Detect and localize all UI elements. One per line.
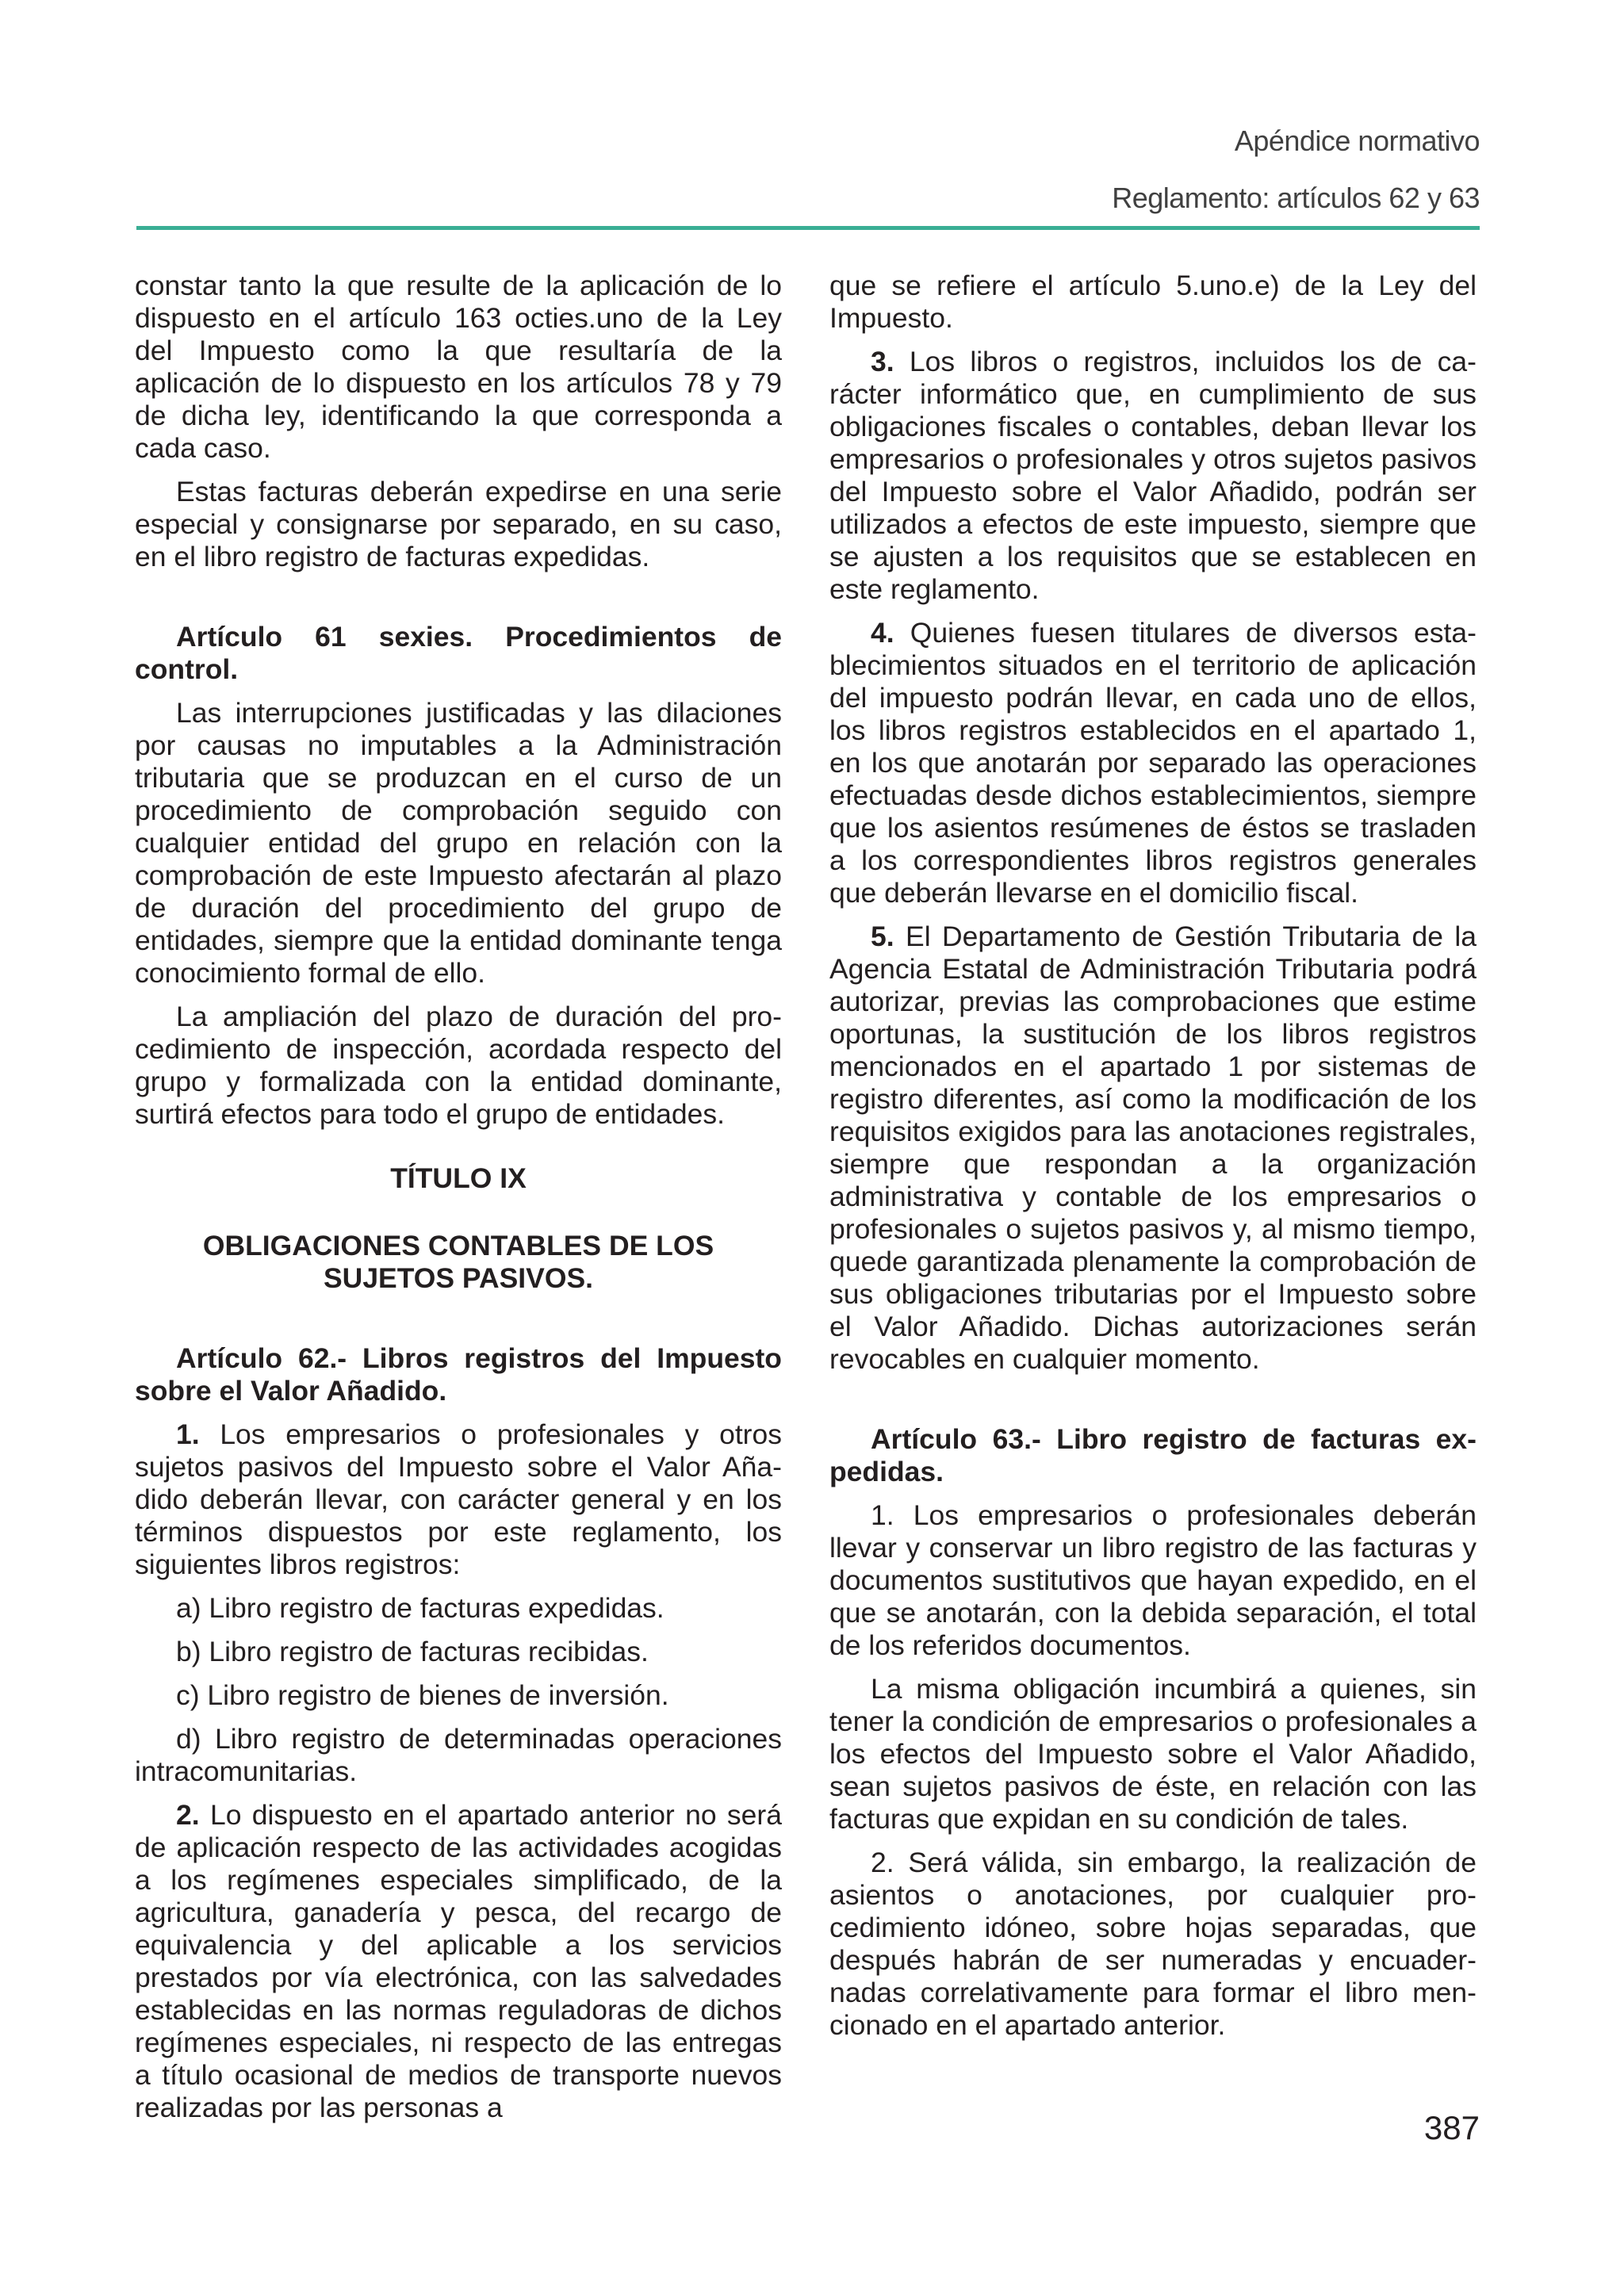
article-63-heading: Artículo 63.- Libro registro de facturas expedidas. bbox=[829, 1423, 1477, 1487]
list-item: d) Libro registro de determinadas operaciones intracomunitarias. bbox=[135, 1723, 782, 1787]
list-item: a) Libro registro de facturas expedidas. bbox=[176, 1592, 665, 1624]
section-number: 4. bbox=[871, 617, 894, 649]
title-heading: TÍTULO IX bbox=[390, 1162, 527, 1194]
title-subtitle: OBLIGACIONES CONTABLES DE LOS SUJETOS PASIVOS. bbox=[202, 1230, 714, 1294]
article-61-heading: Artículo 61 sexies. Procedimientos de control. bbox=[135, 621, 782, 685]
page-number: 387 bbox=[1423, 2109, 1480, 2146]
paragraph: La misma obligación incumbirá a quienes, sin tener la condición de empresarios o profesionales a los efectos del Impuesto sobre el Valor Añadido, sean sujetos pasivos de éste, en relación con las facturas que expidan en su condición de tales. bbox=[829, 1673, 1477, 1835]
paragraph-text: El Departamento de Gestión Tributaria de la Agencia Estatal de Administración Tributaria podrá autorizar, previas las comprobaciones que estime oportunas, la sustitución de los libros registros mencionados en el apartado 1 por sistemas de registro diferentes, así como la modificación de los requisitos exigidos para las anotaciones registrales, siempre que respondan a la organización administrativa y contable de los empresarios o profesionales o sujetos pasivos y, al mismo tiempo, quede garantizada plenamente la comprobación de sus obligaciones tributarias por el Impuesto sobre el Valor Añadido. Dichas autorizaciones serán revocables en cualquier momento. bbox=[829, 921, 1477, 1375]
right-column bbox=[829, 270, 1477, 2053]
left-column bbox=[135, 270, 782, 2135]
paragraph bbox=[135, 1418, 782, 1581]
section-number: 3. bbox=[871, 346, 894, 377]
article-62-heading: Artículo 62.- Libros registros del Impuesto sobre el Valor Añadido. bbox=[135, 1342, 782, 1407]
paragraph bbox=[135, 1799, 782, 2124]
paragraph bbox=[829, 617, 1477, 909]
paragraph-text: Quienes fuesen titulares de diversos establecimientos situados en el territorio de aplicación del impuesto podrán llevar, en cada uno de ellos, los libros registros establecidos en el apartado 1, en los que anotarán por separado las operaciones efectuadas desde dichos establecimientos, siempre que los asientos resúmenes de éstos se trasladen a los correspondientes libros registros generales que deberán llevarse en el domicilio fiscal. bbox=[829, 617, 1477, 909]
paragraph: Las interrupciones justificadas y las dilaciones por causas no imputables a la Administración tributaria que se produzcan en el curso de un procedimiento de comprobación seguido con cualquier entidad del grupo en relación con la comprobación de este Impuesto afectarán al plazo de duración del procedimiento del grupo de entidades, siempre que la entidad dominante tenga conocimiento formal de ello. bbox=[135, 697, 782, 989]
paragraph bbox=[829, 921, 1477, 1376]
list-item: b) Libro registro de facturas recibidas. bbox=[176, 1636, 649, 1667]
paragraph-text: Los empresarios o profesionales y otros sujetos pasivos del Impuesto sobre el Valor Añadido deberán llevar, con carácter general y en los términos dispuestos por este reglamento, los siguientes libros registros: bbox=[135, 1418, 782, 1580]
paragraph: 2. Será válida, sin embargo, la realización de asientos o anotaciones, por cualquier procedimiento idóneo, sobre hojas separadas, que después habrán de ser numeradas y encuadernadas correlativamente para formar el libro mencionado en el apartado anterior. bbox=[829, 1847, 1477, 2041]
header-subsection: Reglamento: artículos 62 y 63 bbox=[1112, 182, 1480, 214]
list-item: c) Libro registro de bienes de inversión. bbox=[176, 1679, 669, 1711]
section-number: 5. bbox=[871, 921, 894, 952]
header-rule bbox=[136, 226, 1480, 230]
paragraph: que se refiere el artículo 5.uno.e) de la Ley del Impuesto. bbox=[829, 270, 1477, 334]
title-block bbox=[135, 1162, 782, 1295]
paragraph bbox=[829, 346, 1477, 606]
paragraph: 1. Los empresarios o profesionales deberán llevar y conservar un libro registro de las facturas y documentos sustitutivos que hayan expedido, en el que se anotarán, con la debida separación, el total de los referidos documentos. bbox=[829, 1499, 1477, 1661]
paragraph-text: Los libros o registros, incluidos los de carácter informático que, en cumplimiento de sus obligaciones fiscales o contables, deban llevar los empresarios o profesionales y otros sujetos pasivos del Impuesto sobre el Valor Añadido, podrán ser utilizados a efectos de este impuesto, siempre que se ajusten a los requisitos que se establecen en este reglamento. bbox=[829, 346, 1477, 605]
paragraph: La ampliación del plazo de duración del procedimiento de inspección, acordada respecto del grupo y formalizada con la entidad dominante, surtirá efectos para todo el grupo de entidades. bbox=[135, 1001, 782, 1130]
section-number: 2. bbox=[176, 1799, 200, 1831]
section-number: 1. bbox=[176, 1418, 200, 1450]
paragraph: constar tanto la que resulte de la aplicación de lo dispuesto en el artículo 163 octies.uno de la Ley del Impuesto como la que resultaría de la aplicación de lo dispuesto en los artículos 78 y 79 de dicha ley, identificando la que corresponda a cada caso. bbox=[135, 270, 782, 464]
header-section: Apéndice normativo bbox=[1234, 124, 1480, 157]
paragraph: Estas facturas deberán expedirse en una serie especial y consignarse por separado, en su caso, en el libro registro de facturas expedidas. bbox=[135, 476, 782, 572]
paragraph-text: Lo dispuesto en el apartado anterior no será de aplicación respecto de las actividades acogidas a los regímenes especiales simplificado, de la agricultura, ganadería y pesca, del recargo de equivalencia y del aplicable a los servicios prestados por vía electrónica, con las salvedades establecidas en las normas reguladoras de dichos regímenes especiales, ni respecto de las entregas a título ocasional de medios de transporte nuevos realizadas por las personas a bbox=[135, 1799, 782, 2123]
